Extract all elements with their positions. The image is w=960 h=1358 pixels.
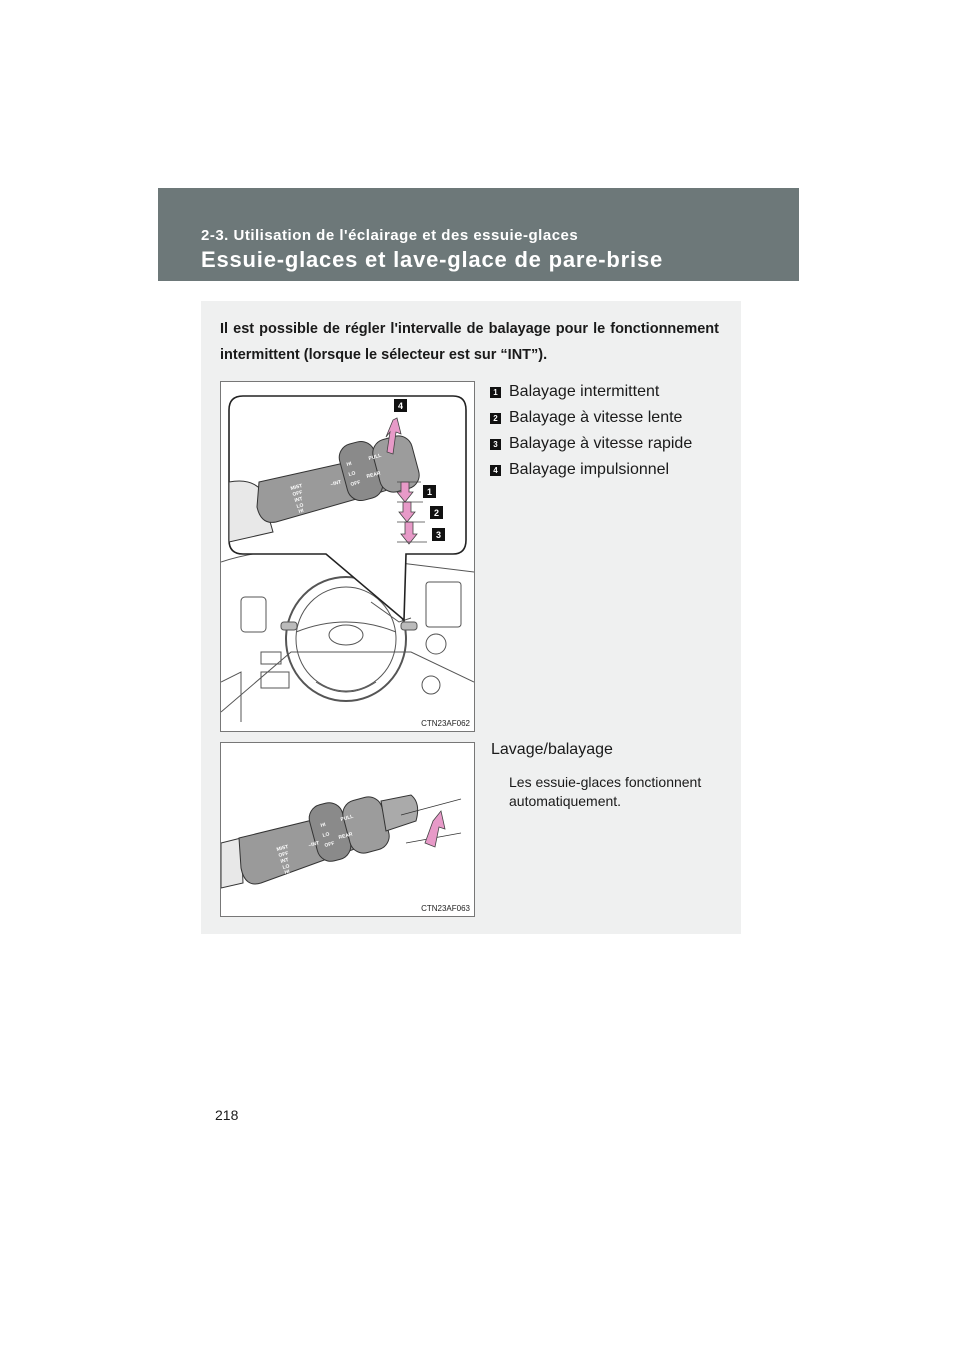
svg-text:–INT: –INT	[329, 479, 342, 488]
page-number: 218	[215, 1107, 239, 1123]
svg-text:OFF: OFF	[291, 489, 304, 498]
callout-3: 3	[432, 528, 445, 541]
figure-code: CTN23AF062	[421, 719, 470, 728]
section-subtitle: 2-3. Utilisation de l'éclairage et des essuie-glaces	[201, 227, 579, 244]
callout-1: 1	[423, 485, 436, 498]
svg-text:OFF: OFF	[323, 840, 336, 849]
svg-text:–INT: –INT	[307, 840, 320, 849]
legend-number: 1	[490, 387, 501, 398]
svg-text:HI: HI	[297, 507, 305, 515]
svg-text:HI: HI	[345, 460, 353, 468]
wiper-dashboard-illustration	[221, 382, 474, 731]
svg-text:HI: HI	[283, 868, 291, 876]
legend-number: 4	[490, 465, 501, 476]
svg-text:REAR: REAR	[365, 470, 382, 480]
figure-wash-stalk	[220, 742, 475, 917]
svg-text:REAR: REAR	[337, 831, 354, 841]
content-panel	[201, 301, 741, 934]
svg-text:INT: INT	[279, 857, 290, 865]
svg-text:LO: LO	[321, 831, 331, 839]
svg-text:LO: LO	[295, 502, 305, 510]
legend-item	[490, 379, 692, 405]
legend-label: Balayage à vitesse rapide	[509, 435, 693, 452]
svg-text:HI: HI	[319, 821, 327, 829]
callout-4: 4	[394, 399, 407, 412]
svg-text:LO: LO	[347, 470, 357, 478]
page-title: Essuie-glaces et lave-glace de pare-brise	[201, 247, 664, 272]
wash-stalk-illustration	[221, 743, 474, 916]
figure-wiper-stalk-dashboard	[220, 381, 475, 732]
intro-paragraph: Il est possible de régler l'intervalle de balayage pour le fonctionnement intermittent (lorsque le sélecteur est sur “INT”).	[220, 321, 719, 363]
legend-item	[490, 457, 692, 483]
legend-item	[490, 431, 692, 457]
legend-label: Balayage impulsionnel	[509, 461, 670, 478]
svg-text:MIST: MIST	[289, 483, 304, 492]
legend-number: 3	[490, 439, 501, 450]
svg-text:LO: LO	[281, 863, 291, 871]
svg-text:MIST: MIST	[275, 844, 290, 853]
figure-code: CTN23AF063	[421, 904, 470, 913]
svg-text:OFF: OFF	[277, 850, 290, 859]
svg-text:PULL: PULL	[339, 813, 355, 823]
wash-heading: Lavage/balayage	[491, 741, 613, 758]
svg-text:PULL: PULL	[367, 452, 383, 462]
legend-label: Balayage à vitesse lente	[509, 409, 683, 426]
legend-label: Balayage intermittent	[509, 383, 660, 400]
svg-text:OFF: OFF	[349, 479, 362, 488]
wash-description: Les essuie-glaces fonctionnent automatiquement.	[509, 774, 702, 809]
section-header	[158, 188, 799, 281]
legend-list	[490, 379, 692, 483]
legend-number: 2	[490, 413, 501, 424]
legend-item	[490, 405, 692, 431]
callout-2: 2	[430, 506, 443, 519]
svg-text:INT: INT	[293, 496, 304, 504]
